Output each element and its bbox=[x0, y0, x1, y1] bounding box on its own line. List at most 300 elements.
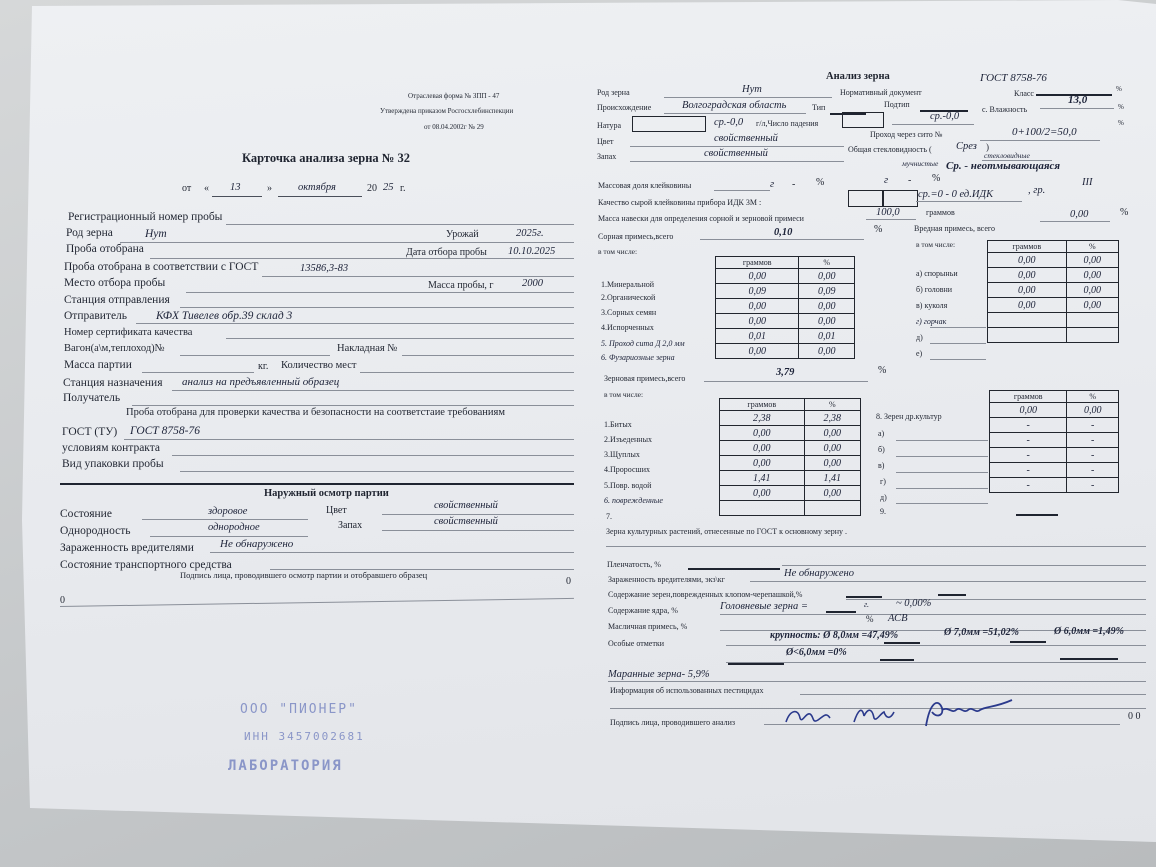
sornaya-row-label: 3.Сорных семян bbox=[601, 308, 657, 317]
table-row bbox=[716, 344, 855, 359]
table-cell: - bbox=[1067, 478, 1119, 493]
table-cell bbox=[988, 328, 1067, 343]
date-year-prefix: 20 bbox=[367, 183, 377, 194]
proish-label: Происхождение bbox=[597, 103, 652, 112]
table-cell: - bbox=[990, 418, 1067, 433]
table-cell: 1,41 bbox=[804, 471, 860, 486]
steklo-value: Срез bbox=[956, 141, 977, 152]
zernovaya-row-label: 6. поврежденные bbox=[604, 496, 663, 505]
table-row bbox=[990, 478, 1119, 493]
data-otbora-label: Дата отбора пробы bbox=[406, 247, 487, 258]
cvet-line-r bbox=[630, 146, 844, 147]
maran-label: Маранные зерна- 5,9% bbox=[608, 669, 710, 680]
zernovaya-vtom: в том числе: bbox=[604, 390, 644, 399]
col-header: граммов bbox=[988, 241, 1067, 253]
vrednaya-value: 0,00 bbox=[1070, 209, 1089, 220]
gr-value: III bbox=[1082, 177, 1093, 188]
klop-line1 bbox=[846, 596, 882, 598]
gost-otbor-line bbox=[262, 276, 574, 277]
table-row bbox=[988, 268, 1119, 283]
zernovaya-row-label: 2.Изъеденных bbox=[604, 435, 652, 444]
norm-label: Нормативный документ bbox=[840, 88, 922, 97]
upakovka-line bbox=[180, 471, 574, 472]
krupnost-ul2 bbox=[1010, 641, 1046, 643]
date-day-line bbox=[212, 196, 262, 197]
naznachenie-line bbox=[172, 390, 574, 391]
zapah-value-r: свойственный bbox=[704, 148, 768, 159]
otpravitel-line bbox=[136, 323, 574, 324]
table-cell: 0,00 bbox=[720, 456, 805, 471]
table-cell: 0,00 bbox=[988, 298, 1067, 313]
muchnistye-label: мучнистые bbox=[902, 159, 939, 168]
date-g: г. bbox=[400, 183, 406, 194]
table-cell: 0,00 bbox=[804, 486, 860, 501]
table-cell: 0,00 bbox=[990, 403, 1067, 418]
kultur-d-line bbox=[896, 503, 988, 504]
zernovaya-line bbox=[704, 381, 868, 382]
table-cell: - bbox=[1067, 463, 1119, 478]
rod-value: Нут bbox=[742, 84, 762, 95]
sostoyanie-line bbox=[142, 519, 308, 520]
sornaya-label: Сорная примесь,всего bbox=[598, 232, 674, 241]
card-title: Карточка анализа зерна № 32 bbox=[242, 151, 410, 165]
gost-tu-label: ГОСТ (ТУ) bbox=[62, 426, 118, 438]
plenchat-line2 bbox=[782, 565, 1146, 566]
table-row bbox=[720, 471, 861, 486]
stamp-lab: ЛАБОРАТОРИЯ bbox=[228, 758, 343, 774]
col-header: % bbox=[1066, 241, 1118, 253]
cvet-label: Цвет bbox=[326, 505, 347, 516]
rod-line bbox=[120, 242, 574, 243]
idk-box2 bbox=[882, 190, 918, 207]
mesto-label: Место отбора пробы bbox=[64, 277, 166, 289]
kultur-g-line bbox=[896, 488, 988, 489]
transport-label: Состояние транспортного средства bbox=[60, 559, 232, 571]
krupnost-7: Ø 7,0мм =51,02% bbox=[944, 627, 1019, 638]
podpis-zero-left: 0 bbox=[60, 595, 65, 606]
stanciya-line bbox=[180, 307, 574, 308]
rod-zerna-value: Нут bbox=[145, 228, 167, 240]
usloviya-line bbox=[172, 455, 574, 456]
vrednaya-row-label: а) спорыньи bbox=[916, 269, 958, 278]
klop-label: Содержание зерен,поврежденных клопом-черепашкой,% bbox=[608, 590, 803, 599]
kultur-b-line bbox=[896, 456, 988, 457]
naznachenie-label: Станция назначения bbox=[63, 377, 163, 389]
yadra-value: Головневые зерна = bbox=[720, 601, 808, 612]
table-cell: 2,38 bbox=[720, 411, 805, 426]
klass-pct: % bbox=[1116, 85, 1122, 93]
table-cell bbox=[720, 501, 805, 516]
nakladnaya-line bbox=[402, 355, 574, 356]
table-cell: 0,00 bbox=[720, 441, 805, 456]
zernovaya-table bbox=[719, 398, 861, 516]
table-cell: 0,00 bbox=[799, 314, 855, 329]
steklo-close: ) bbox=[986, 142, 989, 152]
sostoyanie-label: Состояние bbox=[60, 508, 112, 520]
table-cell: 0,09 bbox=[716, 284, 799, 299]
yadra-full-line bbox=[720, 614, 1146, 615]
kleik-pct2: % bbox=[932, 173, 941, 184]
table-row bbox=[716, 314, 855, 329]
table-cell: - bbox=[990, 478, 1067, 493]
zapah-value: свойственный bbox=[434, 516, 498, 527]
rod-zerna-label: Род зерна bbox=[66, 227, 113, 239]
col-header: граммов bbox=[716, 257, 799, 269]
podtip-label: Подтип bbox=[884, 100, 910, 109]
idk-label: Качество сырой клейковины прибора ИДК 3М : bbox=[598, 198, 762, 207]
yadra-label: Содержание ядра, % bbox=[608, 606, 678, 615]
gost-otbor-value: 13586,3-83 bbox=[300, 263, 349, 274]
table-row bbox=[716, 299, 855, 314]
table-cell: 0,00 bbox=[716, 344, 799, 359]
zarazh-value: Не обнаружено bbox=[220, 538, 294, 550]
sornaya-line bbox=[700, 239, 864, 240]
stamp-company: ООО "ПИОНЕР" bbox=[240, 702, 358, 717]
signature-image bbox=[780, 692, 1040, 732]
sito-value: 0+100/2=50,0 bbox=[1012, 126, 1077, 138]
proish-line bbox=[664, 113, 806, 114]
vrednaya-vtom: в том числе: bbox=[916, 240, 956, 249]
table-cell: 0,01 bbox=[716, 329, 799, 344]
kleik-label: Массовая доля клейковины bbox=[598, 181, 692, 190]
naznachenie-value: анализ на предъявленный образец bbox=[182, 376, 340, 388]
natura-box bbox=[632, 116, 706, 132]
form-header-line3: от 08.04.2002г № 29 bbox=[424, 123, 484, 131]
odnorodnost-value: однородное bbox=[208, 522, 260, 533]
zernovaya-value: 3,79 bbox=[776, 367, 795, 378]
naveska-label: Масса навески для определения сорной и зерновой примеси bbox=[598, 214, 804, 223]
zarazh-label: Зараженность вредителями bbox=[60, 542, 194, 554]
mesto-line bbox=[186, 292, 574, 293]
asv-label: АСВ bbox=[888, 613, 908, 624]
klop-line bbox=[846, 599, 1146, 600]
cvet-value: свойственный bbox=[434, 500, 498, 511]
vrednaya-pct: % bbox=[1120, 207, 1129, 218]
table-cell: 0,00 bbox=[804, 441, 860, 456]
table-cell: 0,00 bbox=[988, 253, 1067, 268]
table-cell bbox=[1066, 328, 1118, 343]
vrednaya-row-label: е) bbox=[916, 349, 923, 358]
table-cell: - bbox=[990, 433, 1067, 448]
proba-line bbox=[150, 258, 574, 259]
reg-number-line bbox=[226, 224, 574, 225]
col-header: граммов bbox=[720, 399, 805, 411]
form-header-line2: Утверждена приказом Росгосхлебинспекции bbox=[380, 107, 514, 115]
table-row bbox=[990, 418, 1119, 433]
maslich-label: Масличная примесь, % bbox=[608, 622, 688, 631]
kultur-osnov-label: Зерна культурных растений, отнесенные по ГОСТ к основному зерну . bbox=[606, 527, 847, 536]
vagon-line bbox=[180, 355, 330, 356]
table-cell: 0,00 bbox=[716, 314, 799, 329]
table-cell: 1,41 bbox=[720, 471, 805, 486]
table-row bbox=[988, 283, 1119, 298]
table-cell: 2,38 bbox=[804, 411, 860, 426]
krupnost-8: крупность: Ø 8,0мм =47,49% bbox=[770, 630, 899, 641]
date-month-line bbox=[278, 196, 362, 197]
table-cell: 0,00 bbox=[1066, 253, 1118, 268]
sito-line bbox=[980, 140, 1100, 141]
table-row bbox=[716, 329, 855, 344]
date-day: 13 bbox=[230, 182, 241, 193]
rod-line bbox=[664, 97, 832, 98]
krupnost-6: Ø 6,0мм =1,49% bbox=[1054, 626, 1124, 637]
table-cell: 0,00 bbox=[720, 426, 805, 441]
table-row bbox=[990, 433, 1119, 448]
vrednaya-line bbox=[1040, 221, 1110, 222]
podpis-osmotr-zero: 0 bbox=[566, 576, 571, 587]
zernovaya-row-label: 3.Щуплых bbox=[604, 450, 640, 459]
table-cell: 0,00 bbox=[1067, 403, 1119, 418]
vlazh-pct: % bbox=[1118, 103, 1124, 111]
podpis-zeros: 0 0 bbox=[1128, 711, 1141, 722]
otpravitel-value: КФХ Тивелев обр.39 склад 3 bbox=[156, 310, 293, 322]
table-row bbox=[716, 284, 855, 299]
cvet-line bbox=[382, 514, 574, 515]
chislo-value: ср.-0,0 bbox=[930, 111, 960, 122]
zapah-line-r bbox=[630, 161, 844, 162]
vagon-label: Вагон(а\м,теплоход)№ bbox=[64, 343, 165, 354]
table-cell bbox=[1066, 313, 1118, 328]
data-otbora-value: 10.10.2025 bbox=[508, 246, 556, 257]
cvet-value-r: свойственный bbox=[714, 133, 778, 144]
table-row bbox=[720, 501, 861, 516]
kleik-value: Ср. - неотмывающаяся bbox=[946, 160, 1061, 172]
vrednaya-row-label: б) головни bbox=[916, 285, 953, 294]
table-cell: - bbox=[990, 448, 1067, 463]
table-row bbox=[990, 448, 1119, 463]
table-row bbox=[988, 313, 1119, 328]
col-header: % bbox=[804, 399, 860, 411]
zernovaya-row-label: 5.Повр. водой bbox=[604, 481, 652, 490]
proish-value: Волгоградская область bbox=[682, 100, 787, 111]
table-cell: - bbox=[990, 463, 1067, 478]
zapah-label: Запах bbox=[338, 520, 363, 531]
kultur-v-line bbox=[896, 472, 988, 473]
natura-label: Натура bbox=[597, 121, 622, 130]
table-cell: 0,00 bbox=[799, 299, 855, 314]
idk-value: ср.=0 - 0 ед.ИДК bbox=[918, 189, 994, 200]
date-month: октября bbox=[298, 182, 336, 193]
kolvo-mest-label: Количество мест bbox=[281, 360, 357, 371]
date-year: 25 bbox=[383, 182, 394, 193]
table-cell: 0,00 bbox=[1066, 268, 1118, 283]
kultur-osnov-line bbox=[606, 546, 1146, 547]
maran-line bbox=[608, 681, 1146, 682]
kultur-title: 8. Зерен др.культур bbox=[876, 412, 942, 421]
nakladnaya-label: Накладная № bbox=[337, 343, 398, 354]
table-cell: 0,01 bbox=[799, 329, 855, 344]
yadra-pct: ~ 0,00% bbox=[896, 598, 932, 609]
klass-label: Класс bbox=[1014, 89, 1034, 98]
vrednaya-d-line bbox=[930, 343, 986, 344]
table-cell bbox=[988, 313, 1067, 328]
stanciya-label: Станция отправления bbox=[64, 294, 170, 306]
kultur-row-label: в) bbox=[878, 461, 885, 470]
upakovka-label: Вид упаковки пробы bbox=[62, 458, 164, 470]
odnorodnost-line bbox=[150, 536, 308, 537]
table-row bbox=[716, 269, 855, 284]
sornaya-value: 0,10 bbox=[774, 227, 793, 238]
chislo-box bbox=[842, 112, 884, 128]
zarazh-label-r: Зараженность вредителями, экз\кг bbox=[608, 575, 725, 584]
table-row bbox=[720, 441, 861, 456]
table-cell: 0,00 bbox=[1066, 298, 1118, 313]
chislo-line bbox=[892, 124, 974, 125]
kultur-row-label: д) bbox=[880, 493, 887, 502]
vlazh-line bbox=[1040, 108, 1114, 109]
zernovaya-row-label: 7. bbox=[606, 512, 612, 521]
kultur-row-label: г) bbox=[880, 477, 886, 486]
table-cell: 0,00 bbox=[799, 344, 855, 359]
zarazh-value-r: Не обнаружено bbox=[784, 568, 854, 579]
urozhai-value: 2025г. bbox=[516, 228, 544, 239]
vrednaya-row-label: г) горчак bbox=[916, 317, 947, 326]
table-cell: 0,00 bbox=[804, 426, 860, 441]
gr-label: , гр. bbox=[1028, 185, 1046, 196]
sornaya-row-label: 2.Органической bbox=[601, 293, 656, 302]
kultur-row-label: 9. bbox=[880, 507, 886, 516]
stamp-inn: ИНН 3457002681 bbox=[244, 730, 365, 743]
massa-partii-line bbox=[142, 372, 254, 373]
table-row bbox=[988, 328, 1119, 343]
yadra-line bbox=[826, 611, 856, 613]
kg-label: кг. bbox=[258, 361, 269, 372]
date-quote-open: « bbox=[204, 183, 209, 194]
table-cell: 0,00 bbox=[988, 268, 1067, 283]
krupnost-ul5 bbox=[1060, 658, 1118, 660]
table-cell: - bbox=[1067, 418, 1119, 433]
kleik-dash: - bbox=[792, 179, 796, 190]
zernovaya-row-label: 4.Проросших bbox=[604, 465, 650, 474]
massa-probi-label: Масса пробы, г bbox=[428, 280, 494, 291]
krupnost-ul3 bbox=[728, 663, 784, 665]
col-header: граммов bbox=[990, 391, 1067, 403]
table-row bbox=[720, 426, 861, 441]
idk-box1 bbox=[848, 190, 884, 207]
osobye-line2 bbox=[726, 662, 1146, 663]
krupnost-ul1 bbox=[884, 642, 920, 644]
idk-line bbox=[916, 201, 1022, 202]
urozhai-label: Урожай bbox=[446, 229, 479, 240]
table-cell: 0,00 bbox=[720, 486, 805, 501]
sornaya-vtom: в том числе: bbox=[598, 247, 638, 256]
zernovaya-row-label: 1.Битых bbox=[604, 420, 632, 429]
zernovaya-label: Зерновая примесь,всего bbox=[604, 374, 686, 383]
kleik-g: г bbox=[770, 179, 775, 190]
vrednaya-label: Вредная примесь, всего bbox=[914, 224, 995, 233]
kultur-row-label: а) bbox=[878, 429, 885, 438]
vrednaya-table bbox=[987, 240, 1119, 343]
odnorodnost-label: Однородность bbox=[60, 525, 131, 537]
kolvo-mest-line bbox=[360, 372, 574, 373]
col-header: % bbox=[1067, 391, 1119, 403]
zarazh-line-r bbox=[750, 581, 1146, 582]
gost-tu-line bbox=[124, 439, 574, 440]
zapah-label-r: Запах bbox=[597, 152, 617, 161]
podpis-osmotr-label: Подпись лица, проводившего осмотр партии и отобравшего образец bbox=[180, 570, 428, 580]
osobye-line bbox=[726, 645, 1146, 646]
table-cell: - bbox=[1067, 433, 1119, 448]
kultur-9-line bbox=[1016, 514, 1058, 516]
table-row bbox=[720, 411, 861, 426]
table-cell: 0,00 bbox=[804, 456, 860, 471]
sornaya-row-label: 5. Проход сита Д 2,0 мм bbox=[601, 339, 685, 348]
steklo-label: Общая стекловидность ( bbox=[848, 145, 932, 154]
cvet-label-r: Цвет bbox=[597, 137, 614, 146]
sertifikat-line bbox=[226, 338, 574, 339]
table-cell bbox=[804, 501, 860, 516]
chislo-pct: % bbox=[1118, 119, 1124, 127]
massa-partii-label: Масса партии bbox=[64, 359, 132, 371]
kultur-table bbox=[989, 390, 1119, 493]
table-cell: 0,09 bbox=[799, 284, 855, 299]
table-cell: 0,00 bbox=[988, 283, 1067, 298]
pesticid-label: Информация об использованных пестицидах bbox=[610, 686, 764, 695]
zarazh-line bbox=[210, 552, 574, 553]
table-row bbox=[720, 486, 861, 501]
steklovidnye-label: стекловидные bbox=[984, 151, 1030, 160]
reg-number-label: Регистрационный номер пробы bbox=[68, 211, 223, 223]
rod-label: Род зерна bbox=[597, 88, 630, 97]
table-cell: - bbox=[1067, 448, 1119, 463]
vrednaya-e-line bbox=[930, 359, 986, 360]
osmotr-title: Наружный осмотр партии bbox=[264, 488, 389, 499]
proverka-text: Проба отобрана для проверки качества и безопасности на соответстаие требованиям bbox=[126, 407, 506, 418]
proba-label: Проба отобрана bbox=[66, 243, 144, 255]
kleik-line bbox=[714, 190, 770, 191]
table-cell: 0,00 bbox=[799, 269, 855, 284]
zernovaya-pct: % bbox=[878, 365, 887, 376]
sito-label: Проход через сито № bbox=[870, 130, 943, 139]
krupnost-ul4 bbox=[880, 659, 914, 661]
date-ot: от bbox=[182, 183, 192, 194]
poluchatel-line bbox=[132, 405, 574, 406]
sertifikat-label: Номер сертификата качества bbox=[64, 327, 193, 338]
vrednaya-row-label: д) bbox=[916, 333, 923, 342]
poluchatel-label: Получатель bbox=[63, 392, 121, 404]
plenchat-label: Пленчатость, % bbox=[607, 560, 661, 569]
sostoyanie-value: здоровое bbox=[208, 506, 248, 517]
vrednaya-g-line bbox=[930, 327, 986, 328]
osmotr-divider bbox=[60, 483, 574, 485]
table-row bbox=[990, 403, 1119, 418]
osobye-label: Особые отметки bbox=[608, 639, 664, 648]
naveska-value: 100,0 bbox=[876, 207, 900, 218]
sornaya-row-label: 6. Фузариозные зерна bbox=[601, 353, 675, 362]
table-cell: 0,00 bbox=[716, 299, 799, 314]
natura-value: ср.-0,0 bbox=[714, 117, 744, 128]
kultur-a-line bbox=[896, 440, 988, 441]
analiz-title: Анализ зерна bbox=[826, 71, 890, 82]
sornaya-row-label: 1.Минеральной bbox=[601, 280, 655, 289]
klop-line2 bbox=[938, 594, 966, 596]
natura-gl-label: г/л,Число падения bbox=[756, 119, 819, 128]
table-cell: 0,00 bbox=[1066, 283, 1118, 298]
usloviya-label: условиям контракта bbox=[62, 442, 161, 454]
kleik-pct: % bbox=[816, 177, 825, 188]
table-row bbox=[988, 253, 1119, 268]
table-row bbox=[720, 456, 861, 471]
table-cell: 0,00 bbox=[716, 269, 799, 284]
podpis-analiz-label: Подпись лица, проводившего анализ bbox=[610, 718, 736, 727]
table-row bbox=[988, 298, 1119, 313]
col-header: % bbox=[799, 257, 855, 269]
naveska-line bbox=[866, 219, 916, 220]
kleik-g2: г bbox=[884, 175, 889, 186]
date-quote-close: » bbox=[267, 183, 272, 194]
form-header-line1: Отраслевая форма № ЗПП - 47 bbox=[408, 92, 500, 100]
naveska-gramm: граммов bbox=[926, 208, 955, 217]
